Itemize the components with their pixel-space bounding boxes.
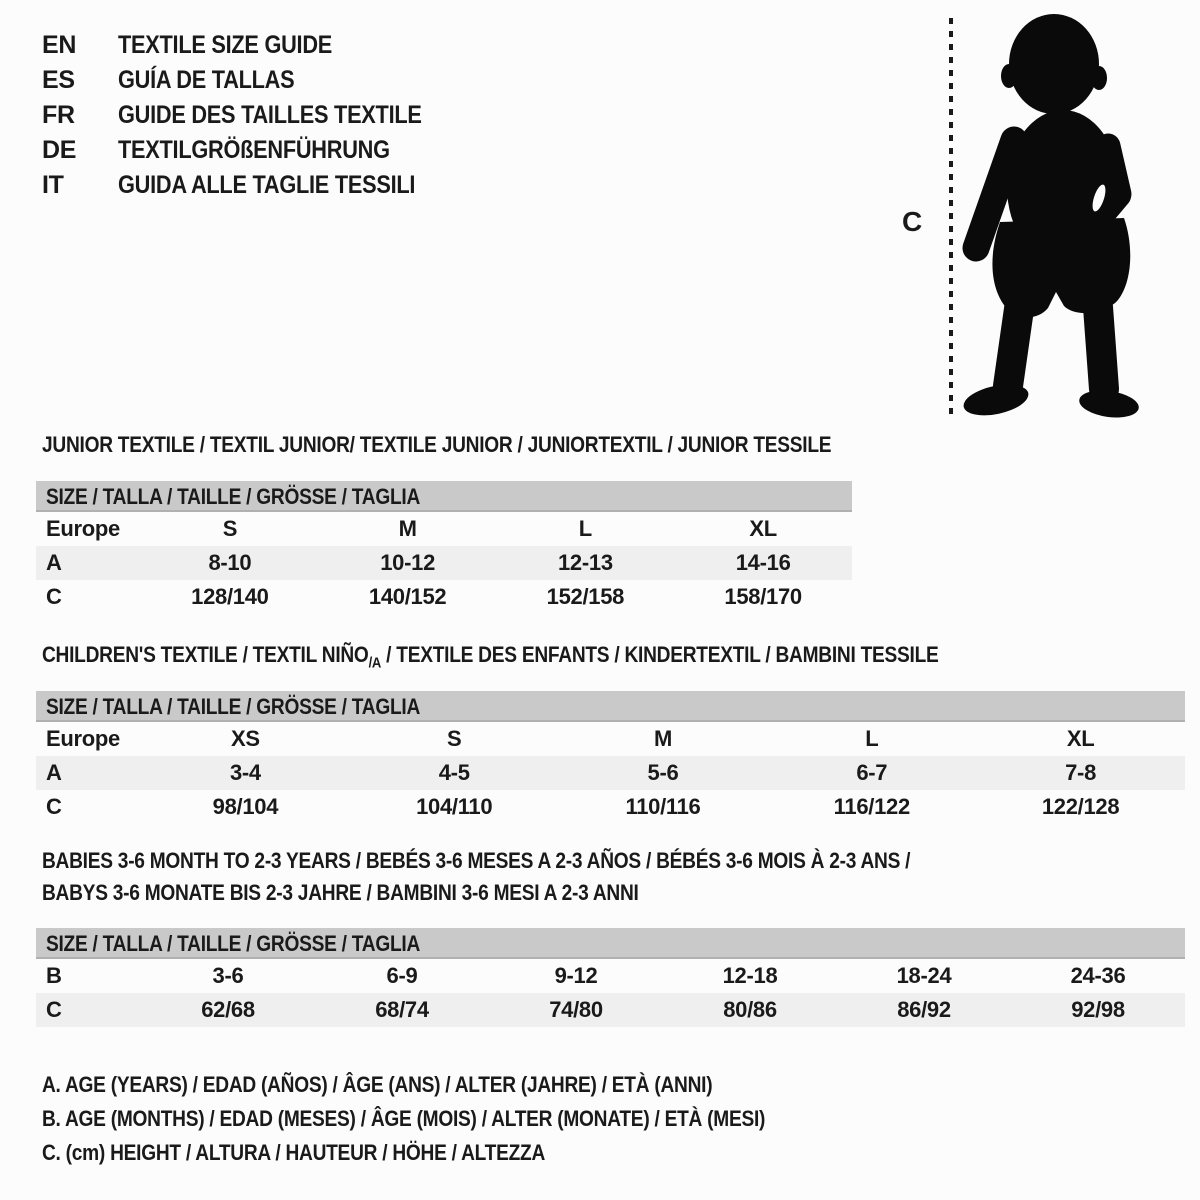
row-label: C: [46, 584, 62, 609]
junior-table-body: [36, 512, 852, 614]
table-cell: 68/74: [375, 997, 429, 1022]
table-cell: 122/128: [1041, 794, 1120, 819]
lang-code: FR: [42, 101, 75, 129]
table-cell: 62/68: [201, 997, 255, 1022]
section-title-junior: JUNIOR TEXTILE / TEXTIL JUNIOR/ TEXTILE JUNIOR / JUNIORTEXTIL / JUNIOR TESSILE: [42, 432, 832, 457]
table-row: [36, 756, 1185, 790]
table-cell: 14-16: [735, 550, 791, 575]
section-title-children: CHILDREN'S TEXTILE / TEXTIL $NIÑO_{/A}$ / TEXTILE DES ENFANTS / KINDERTEXTIL / BAMBINI TESSILE: [42, 642, 939, 672]
table-cell: M: [653, 726, 672, 751]
size-header-bar: SIZE / TALLA / TAILLE / GRÖSSE / TAGLIA: [36, 691, 1185, 722]
table-cell: 18-24: [896, 963, 952, 988]
table-cell: 5-6: [647, 760, 679, 785]
table-row: [36, 546, 852, 580]
section-title-babies-line2: BABYS 3-6 MONATE BIS 2-3 JAHRE / BAMBINI 3-6 MESI A 2-3 ANNI: [42, 880, 639, 905]
row-label: C: [46, 794, 62, 819]
section-title-babies-line1: BABIES 3-6 MONTH TO 2-3 YEARS / BEBÉS 3-6 MESES A 2-3 AÑOS / BÉBÉS 3-6 MOIS À 2-3 ANS /: [42, 848, 911, 873]
table-cell: L: [865, 726, 879, 751]
language-title-list: [42, 28, 467, 203]
table-cell: 7-8: [1065, 760, 1097, 785]
lang-code: IT: [42, 171, 64, 199]
legend-line-b: B. AGE (MONTHS) / EDAD (MESES) / ÂGE (MOIS) / ALTER (MONATE) / ETÀ (MESI): [42, 1106, 766, 1131]
table-cell: 10-12: [380, 550, 436, 575]
table-cell: L: [578, 516, 592, 541]
height-measure-label: C: [902, 206, 922, 237]
table-cell: 86/92: [897, 997, 951, 1022]
table-cell: S: [222, 516, 238, 541]
table-cell: XL: [749, 516, 777, 541]
children-size-table: [36, 691, 1185, 824]
table-cell: 12-13: [557, 550, 613, 575]
table-cell: 24-36: [1070, 963, 1126, 988]
lang-row-it: [42, 168, 467, 203]
table-cell: 80/86: [723, 997, 777, 1022]
guide-title-it: GUIDA ALLE TAGLIE TESSILI: [118, 171, 416, 199]
lang-code: ES: [42, 66, 75, 94]
table-cell: 6-7: [856, 760, 888, 785]
table-cell: 92/98: [1071, 997, 1125, 1022]
row-label: C: [46, 997, 62, 1022]
babies-table-body: [36, 959, 1185, 1027]
table-cell: 12-18: [722, 963, 778, 988]
table-cell: 110/116: [625, 794, 701, 819]
table-cell: 9-12: [554, 963, 598, 988]
guide-title-es: GUÍA DE TALLAS: [118, 66, 295, 94]
lang-code: EN: [42, 31, 77, 59]
junior-size-table: [36, 481, 852, 614]
table-cell: 8-10: [208, 550, 252, 575]
table-row: [36, 512, 852, 546]
lang-row-es: [42, 63, 467, 98]
measure-legend: [42, 1068, 873, 1170]
table-cell: 104/110: [416, 794, 493, 819]
table-row: [36, 580, 852, 614]
row-label: Europe: [46, 516, 120, 541]
table-cell: 3-6: [212, 963, 244, 988]
lang-code: DE: [42, 136, 77, 164]
table-row: [36, 993, 1185, 1027]
size-header-bar: SIZE / TALLA / TAILLE / GRÖSSE / TAGLIA: [36, 481, 852, 512]
guide-title-fr: GUIDE DES TAILLES TEXTILE: [118, 101, 422, 129]
lang-row-fr: [42, 98, 467, 133]
guide-title-de: TEXTILGRÖßENFÜHRUNG: [118, 136, 390, 164]
table-cell: 140/152: [368, 584, 447, 609]
size-header-bar: SIZE / TALLA / TAILLE / GRÖSSE / TAGLIA: [36, 928, 1185, 959]
row-label: A: [46, 550, 62, 575]
table-row: [36, 722, 1185, 756]
table-cell: 3-4: [229, 760, 261, 785]
table-cell: 152/158: [546, 584, 625, 609]
table-cell: 128/140: [191, 584, 269, 609]
legend-line-a: A. AGE (YEARS) / EDAD (AÑOS) / ÂGE (ANS) / ALTER (JAHRE) / ETÀ (ANNI): [42, 1072, 713, 1097]
table-cell: 4-5: [438, 760, 470, 785]
guide-title-en: TEXTILE SIZE GUIDE: [118, 31, 333, 59]
lang-row-en: [42, 28, 467, 63]
row-label: Europe: [46, 726, 120, 751]
children-table-body: [36, 722, 1185, 824]
toddler-silhouette: [958, 12, 1150, 422]
table-cell: XL: [1066, 726, 1095, 751]
table-cell: M: [398, 516, 417, 541]
nino-a-subscript: /A: [368, 654, 382, 672]
table-cell: XS: [231, 726, 260, 751]
table-cell: 6-9: [386, 963, 418, 988]
row-label: B: [46, 963, 62, 988]
table-cell: 98/104: [212, 794, 279, 819]
table-cell: S: [447, 726, 462, 751]
table-row: [36, 959, 1185, 993]
legend-line-c: C. (cm) HEIGHT / ALTURA / HAUTEUR / HÖHE / ALTEZZA: [42, 1140, 546, 1165]
row-label: A: [46, 760, 62, 785]
babies-size-table: [36, 928, 1185, 1027]
height-dashed-line: [949, 18, 953, 416]
lang-row-de: [42, 133, 467, 168]
table-cell: 116/122: [833, 794, 910, 819]
table-row: [36, 790, 1185, 824]
table-cell: 158/170: [724, 584, 802, 609]
table-cell: 74/80: [549, 997, 603, 1022]
